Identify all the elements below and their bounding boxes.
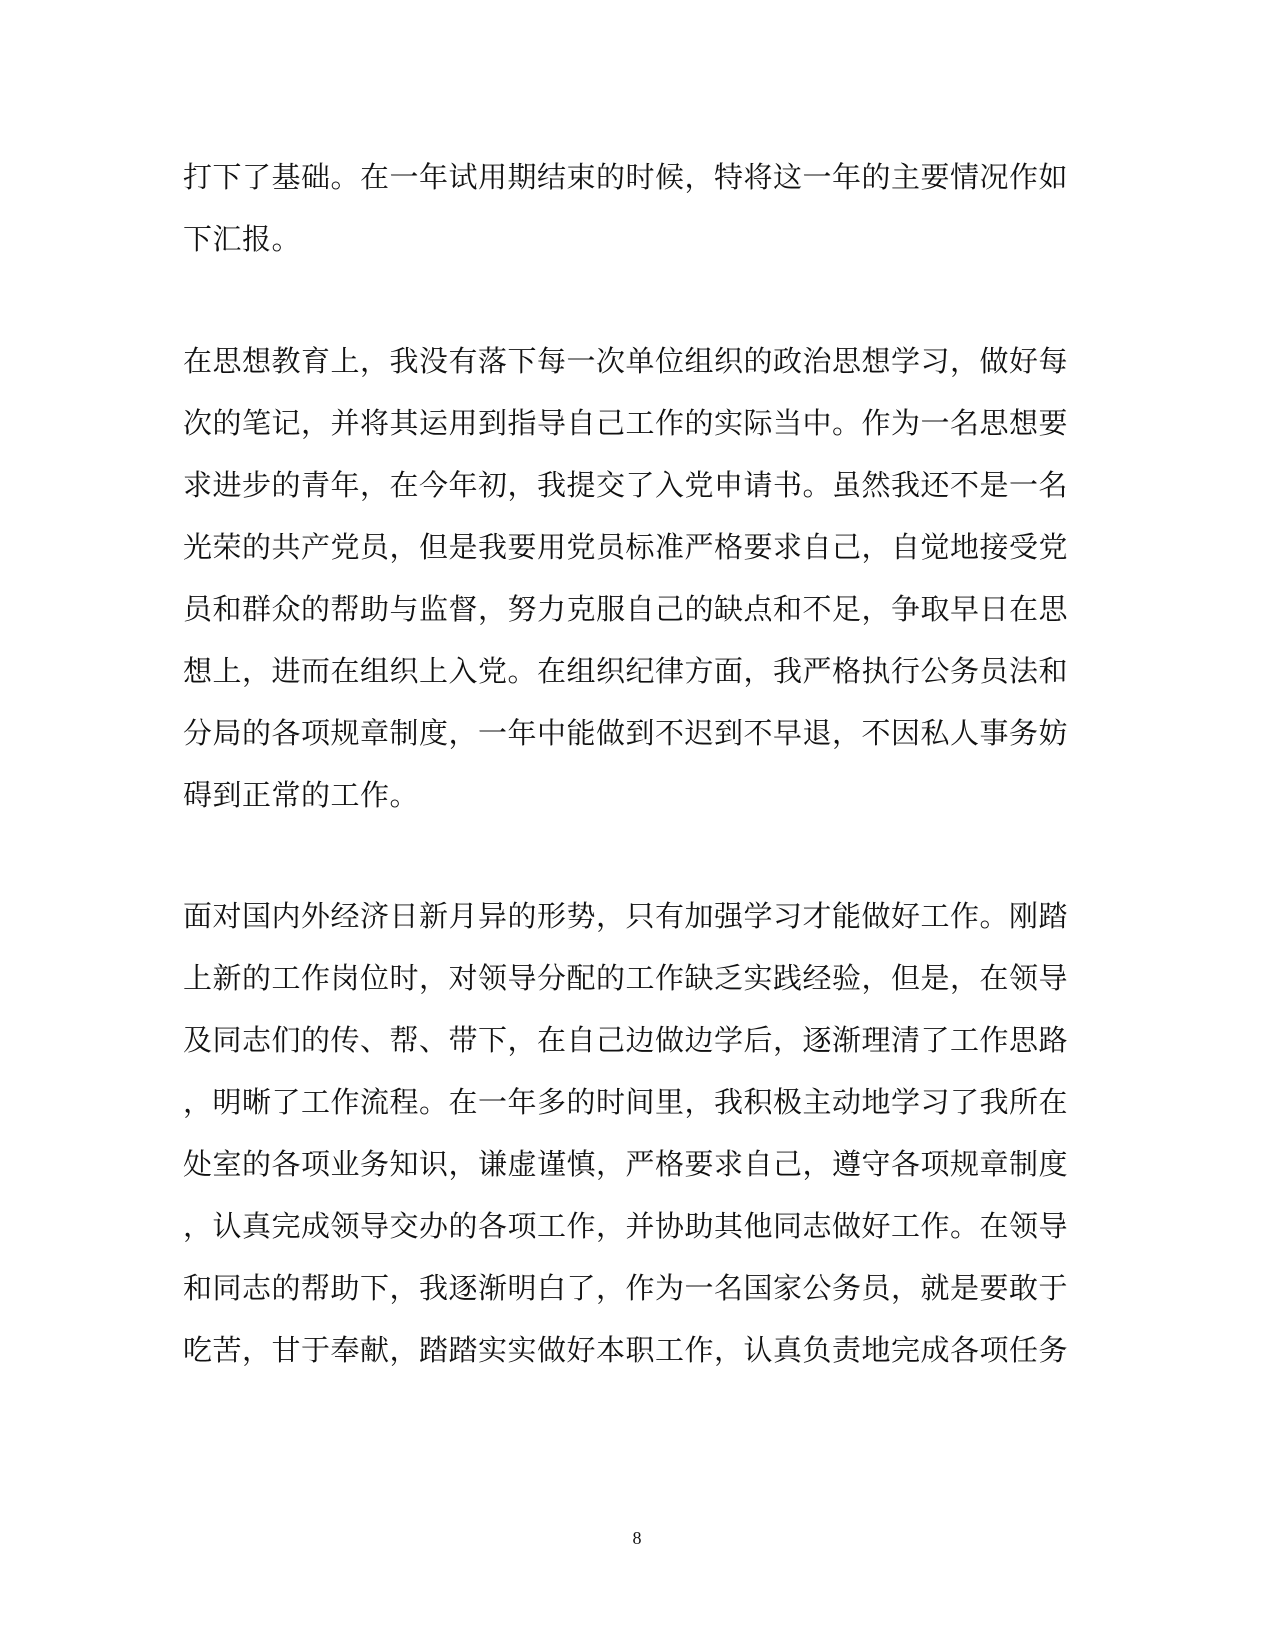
text-line: 处室的各项业务知识，谦虚谨慎，严格要求自己，遵守各项规章制度 — [183, 1147, 1069, 1181]
text-line: 吃苦，甘于奉献，踏踏实实做好本职工作，认真负责地完成各项任务 — [183, 1333, 1069, 1367]
text-line: 员和群众的帮助与监督，努力克服自己的缺点和不足，争取早日在思 — [183, 592, 1069, 626]
text-line: 面对国内外经济日新月异的形势，只有加强学习才能做好工作。刚踏 — [183, 899, 1069, 933]
text-line: ，认真完成领导交办的各项工作，并协助其他同志做好工作。在领导 — [183, 1209, 1069, 1243]
paragraph-3 — [183, 885, 1068, 1381]
text-line: 次的笔记，并将其运用到指导自己工作的实际当中。作为一名思想要 — [183, 406, 1069, 440]
text-line: 光荣的共产党员，但是我要用党员标准严格要求自己，自觉地接受党 — [183, 530, 1069, 564]
text-line: 碍到正常的工作。 — [183, 778, 420, 812]
text-line: 打下了基础。在一年试用期结束的时候，特将这一年的主要情况作如 — [183, 160, 1069, 194]
text-line: 和同志的帮助下，我逐渐明白了，作为一名国家公务员，就是要敢于 — [183, 1271, 1069, 1305]
text-line: 分局的各项规章制度，一年中能做到不迟到不早退，不因私人事务妨 — [183, 716, 1069, 750]
paragraph-2 — [183, 330, 1068, 826]
text-line: 上新的工作岗位时，对领导分配的工作缺乏实践经验，但是，在领导 — [183, 961, 1069, 995]
text-line: 想上，进而在组织上入党。在组织纪律方面，我严格执行公务员法和 — [183, 654, 1069, 688]
text-line: 及同志们的传、帮、带下，在自己边做边学后，逐渐理清了工作思路 — [183, 1023, 1069, 1057]
text-line: 求进步的青年，在今年初，我提交了入党申请书。虽然我还不是一名 — [183, 468, 1069, 502]
page-number: 8 — [632, 1528, 642, 1548]
text-line: ，明晰了工作流程。在一年多的时间里，我积极主动地学习了我所在 — [183, 1085, 1069, 1119]
paragraph-1 — [183, 146, 1068, 270]
text-line: 在思想教育上，我没有落下每一次单位组织的政治思想学习，做好每 — [183, 344, 1069, 378]
text-line: 下汇报。 — [183, 222, 302, 256]
